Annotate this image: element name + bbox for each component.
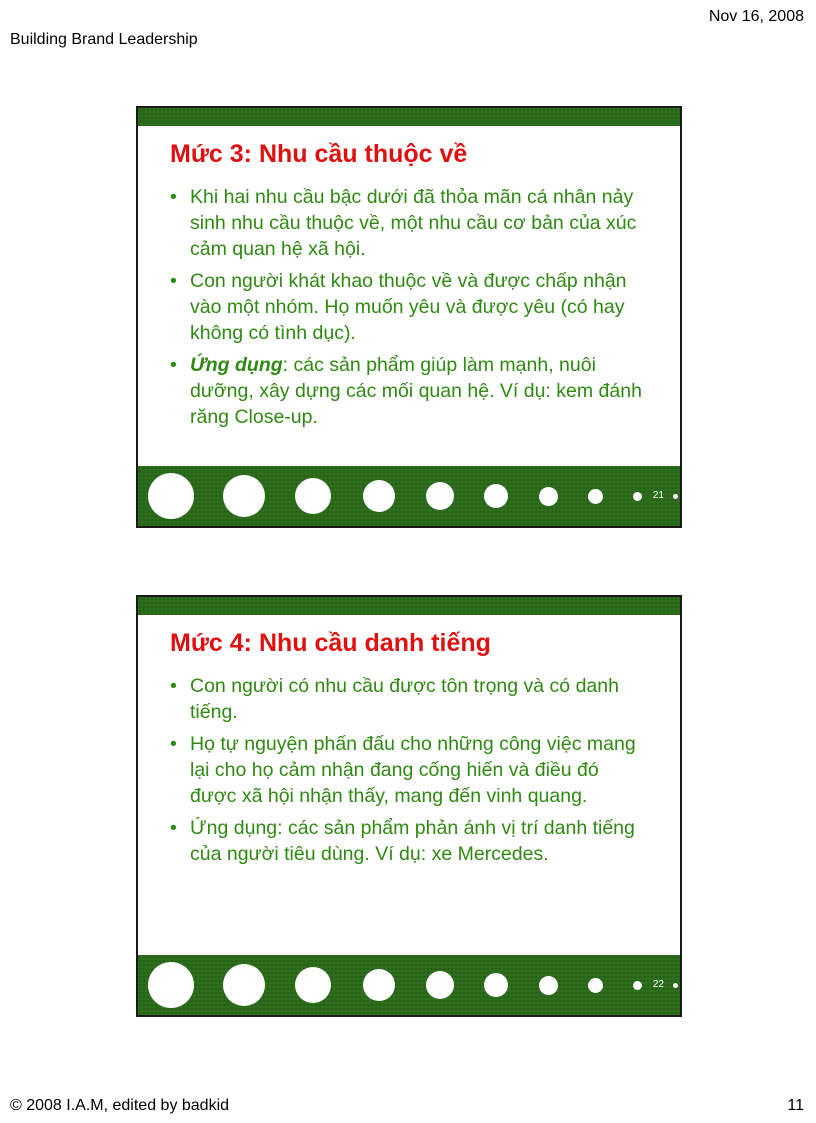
bullet-item <box>168 815 648 867</box>
bullet-text: Khi hai nhu cầu bậc dưới đã thỏa mãn cá nhân nảy sinh nhu cầu thuộc về, một nhu cầu cơ bản của xúc cảm quan hệ xã hội. <box>190 186 637 260</box>
bullet-dot-icon: • <box>170 675 177 697</box>
bullet-item <box>168 352 648 430</box>
decorative-circle <box>539 976 558 995</box>
slide-number: 22 <box>652 979 664 990</box>
bullet-item <box>168 673 648 725</box>
decorative-circle <box>588 489 603 504</box>
slide-top-bar <box>138 597 680 615</box>
decorative-circle <box>633 492 642 501</box>
slide-title: Mức 3: Nhu cầu thuộc về <box>170 140 468 168</box>
decorative-circle <box>148 962 194 1008</box>
decorative-circle <box>223 475 265 517</box>
decorative-circle <box>673 494 678 499</box>
bullet-text: Con người khát khao thuộc về và được chấp nhận vào một nhóm. Họ muốn yêu và được yêu (có hay không có tình dục). <box>190 270 627 344</box>
decorative-circle <box>484 484 508 508</box>
decorative-circle <box>148 473 194 519</box>
bullet-dot-icon: • <box>170 733 177 755</box>
decorative-circle <box>223 964 265 1006</box>
slide-bullet-list <box>168 673 648 873</box>
document-footer-copyright: © 2008 I.A.M, edited by badkid <box>10 1097 230 1114</box>
slide-bullet-list <box>168 184 648 436</box>
bullet-text: Ứng dụng: các sản phẩm phản ánh vị trí danh tiếng của người tiêu dùng. Ví dụ: xe Mercedes. <box>190 817 635 865</box>
bullet-text: Con người có nhu cầu được tôn trọng và có danh tiếng. <box>190 675 619 723</box>
decorative-circle <box>426 482 454 510</box>
slide-bottom-bar <box>138 955 680 1015</box>
slide-21 <box>136 106 682 528</box>
bullet-dot-icon: • <box>170 817 177 839</box>
bullet-dot-icon: • <box>170 186 177 208</box>
bullet-item <box>168 731 648 809</box>
decorative-circle <box>295 478 331 514</box>
document-header-date: Nov 16, 2008 <box>708 8 804 25</box>
decorative-circle <box>295 967 331 1003</box>
slide-title: Mức 4: Nhu cầu danh tiếng <box>170 629 491 657</box>
document-footer-page-number: 11 <box>787 1097 804 1114</box>
bullet-text: Họ tự nguyện phấn đấu cho những công việc mang lại cho họ cảm nhận đang cống hiến và điều đó được xã hội nhận thấy, mang đến vinh quang. <box>190 733 636 807</box>
decorative-circle <box>539 487 558 506</box>
decorative-circle <box>363 480 395 512</box>
decorative-circle <box>633 981 642 990</box>
decorative-circle <box>673 983 678 988</box>
slide-22 <box>136 595 682 1017</box>
document-header-title: Building Brand Leadership <box>10 31 198 48</box>
bullet-item <box>168 268 648 346</box>
bullet-dot-icon: • <box>170 270 177 292</box>
slide-number: 21 <box>652 490 664 501</box>
decorative-circle <box>363 969 395 1001</box>
bullet-text: : các sản phẩm giúp làm mạnh, nuôi dưỡng, xây dựng các mối quan hệ. Ví dụ: kem đánh răng Close-up. <box>190 354 642 428</box>
slide-top-bar <box>138 108 680 126</box>
decorative-circle <box>484 973 508 997</box>
bullet-bold: Ứng dụng <box>190 354 283 376</box>
bullet-item <box>168 184 648 262</box>
decorative-circle <box>426 971 454 999</box>
decorative-circle <box>588 978 603 993</box>
bullet-dot-icon: • <box>170 354 177 376</box>
slide-bottom-bar <box>138 466 680 526</box>
